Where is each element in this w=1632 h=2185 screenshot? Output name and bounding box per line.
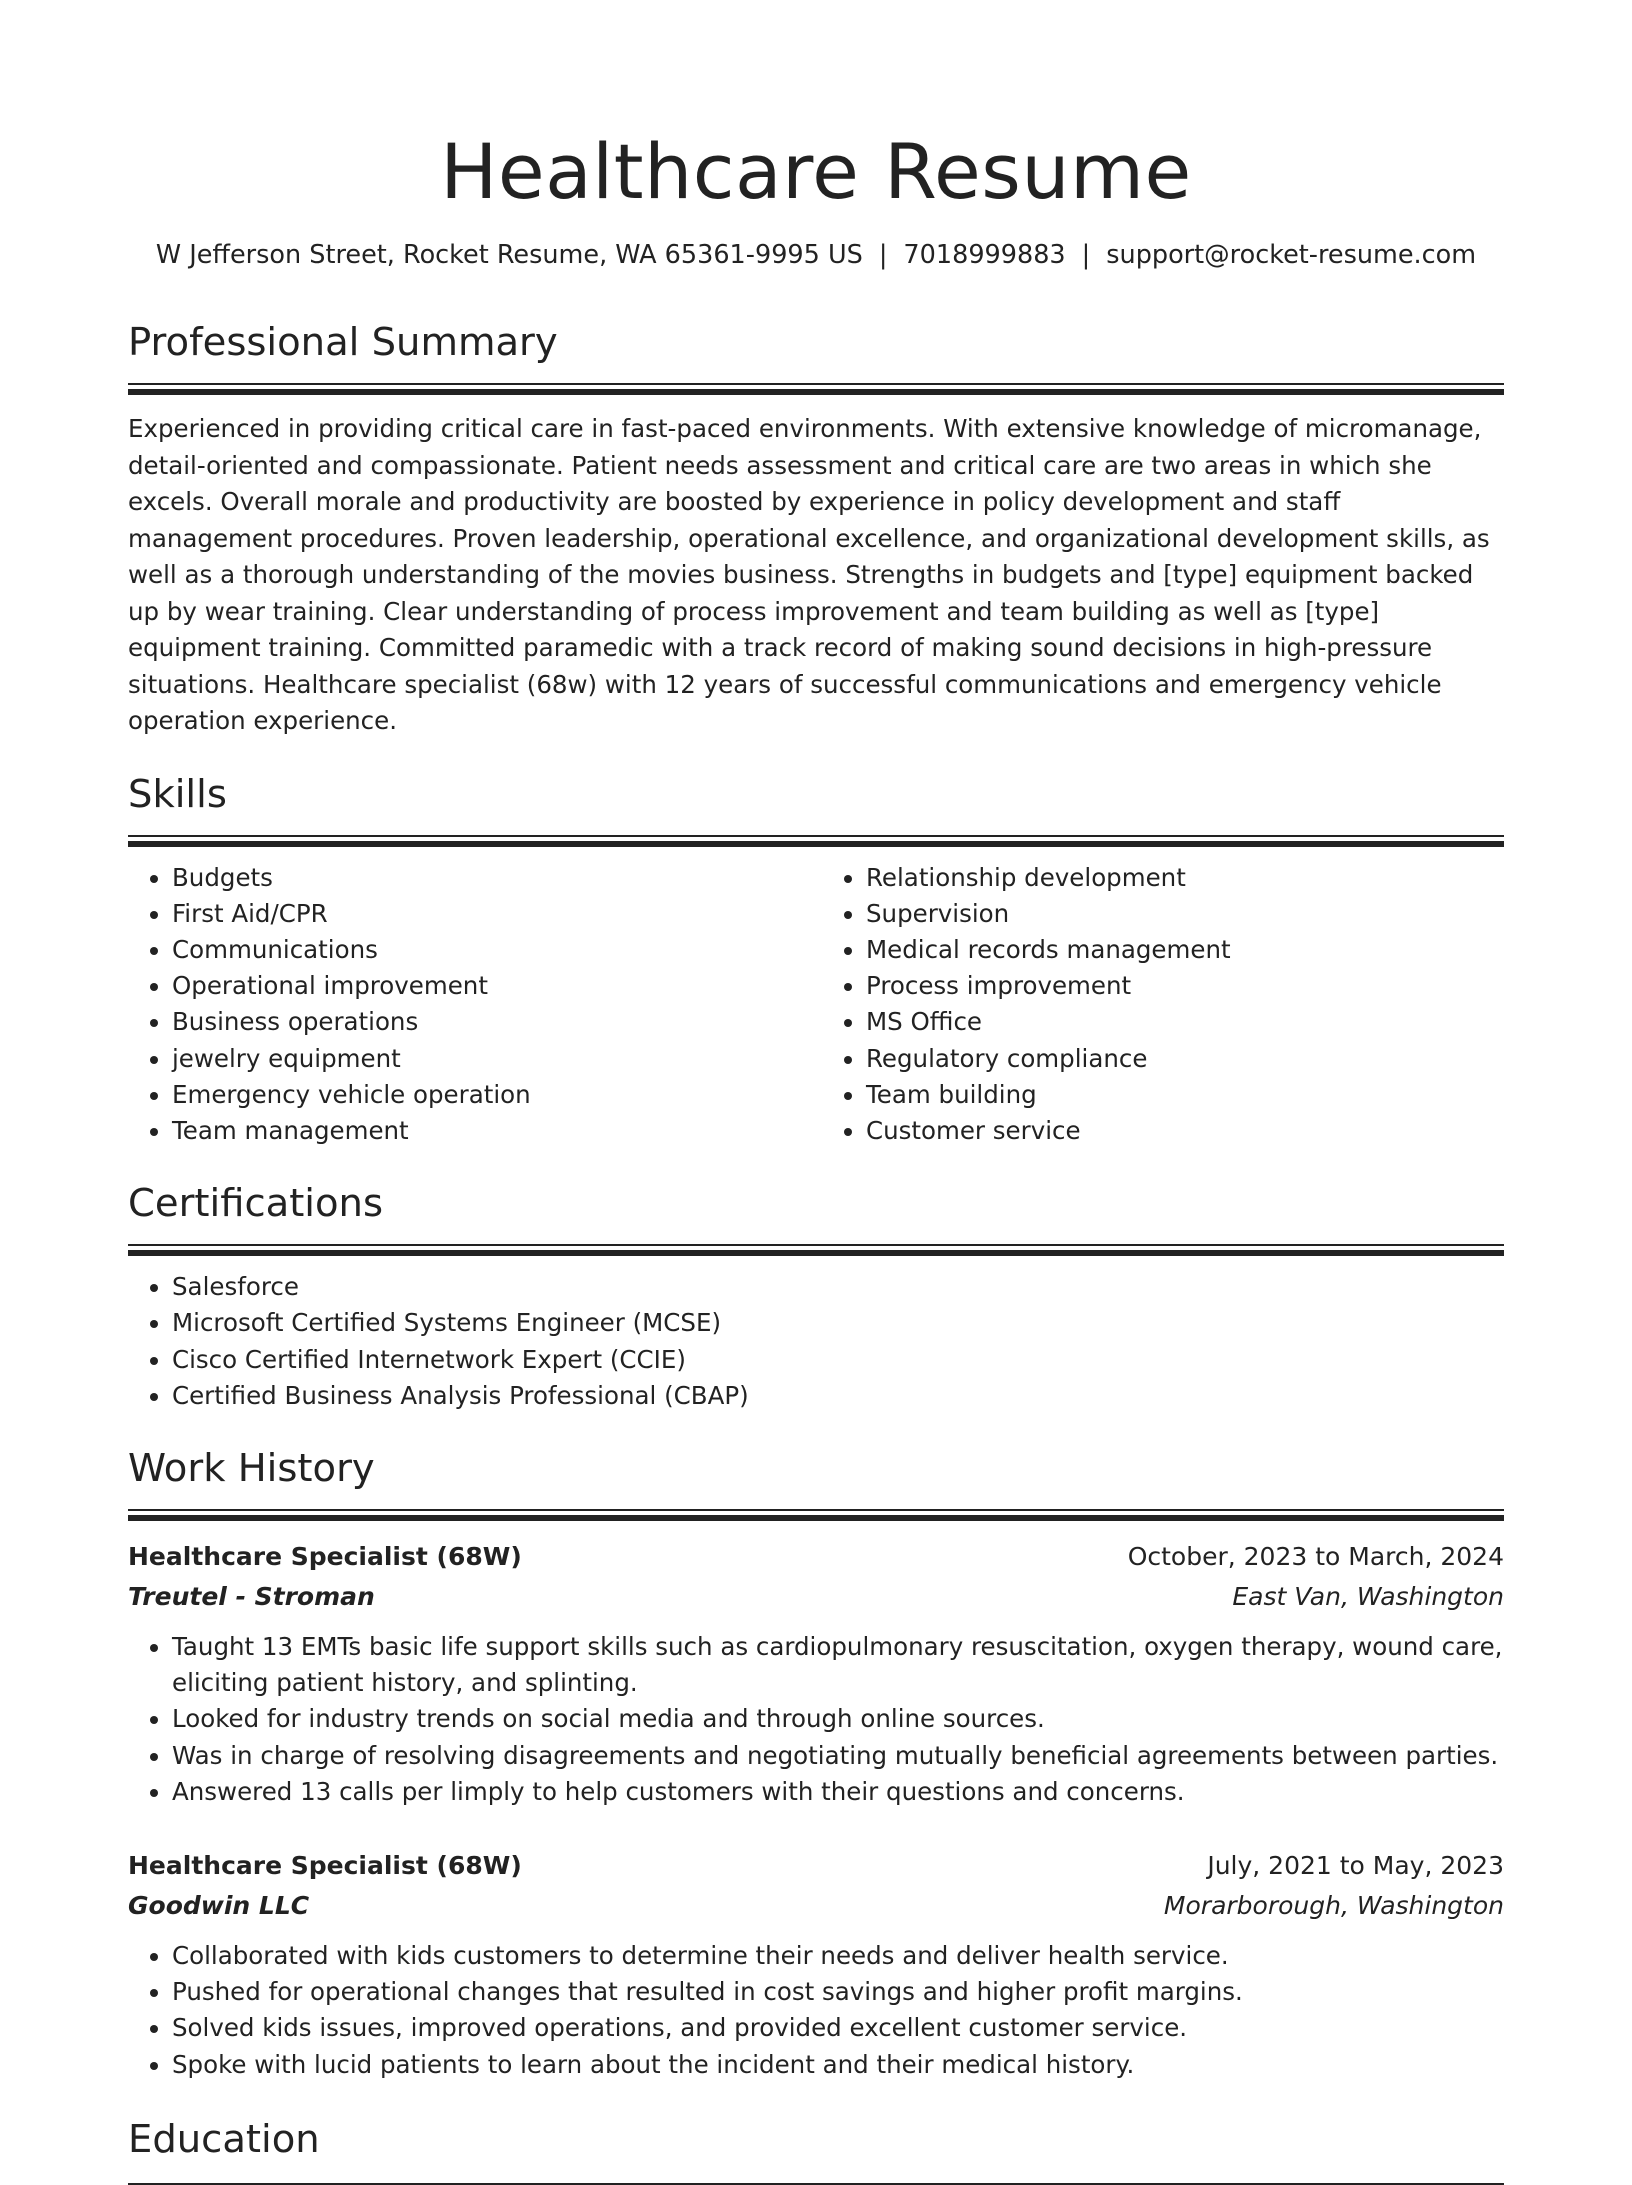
- job-duty-item: • Was in charge of resolving disagreements and negotiating mutually beneficial agreements between parties.: [172, 1738, 1504, 1774]
- job-location: East Van, Washington: [1232, 1581, 1504, 1611]
- skill-item: • Budgets: [172, 860, 816, 896]
- section-heading-certifications: Certifications: [128, 1181, 384, 1227]
- job-duty-item: • Spoke with lucid patients to learn about the incident and their medical history.: [172, 2047, 1504, 2083]
- section-heading-skills: Skills: [128, 771, 227, 817]
- skills-list-left: [128, 860, 816, 1150]
- resume-title: Healthcare Resume: [440, 127, 1192, 216]
- skill-item: • Communications: [172, 932, 816, 968]
- job-duty-item: • Answered 13 calls per limply to help customers with their questions and concerns.: [172, 1774, 1504, 1810]
- certification-item: • Microsoft Certified Systems Engineer (MCSE): [172, 1305, 1504, 1341]
- contact-email: support@rocket-resume.com: [1106, 240, 1477, 270]
- contact-separator: |: [878, 240, 888, 270]
- certifications-list: [128, 1269, 1504, 1414]
- certification-item: • Cisco Certified Internetwork Expert (CCIE): [172, 1342, 1504, 1378]
- certification-item: • Certified Business Analysis Professional (CBAP): [172, 1378, 1504, 1414]
- job-location: Morarborough, Washington: [1163, 1890, 1504, 1920]
- skill-item: • First Aid/CPR: [172, 896, 816, 932]
- job-dates: October, 2023 to March, 2024: [1127, 1541, 1504, 1571]
- section-divider: [128, 383, 1504, 395]
- skill-item: • Medical records management: [866, 932, 1504, 968]
- skill-item: • MS Office: [866, 1004, 1504, 1040]
- job-employer-row: [128, 1886, 1504, 1926]
- certification-item: • Salesforce: [172, 1269, 1504, 1305]
- skill-item: • Process improvement: [866, 968, 1504, 1004]
- work-history-section: [128, 1444, 1504, 2083]
- section-divider: [128, 2183, 1504, 2185]
- skill-item: • Business operations: [172, 1004, 816, 1040]
- skills-list-right: [816, 860, 1504, 1150]
- skill-item: • Supervision: [866, 896, 1504, 932]
- contact-separator: |: [1081, 240, 1091, 270]
- job-duties-list: [128, 1938, 1504, 2083]
- skill-item: • Customer service: [866, 1113, 1504, 1149]
- section-divider: [128, 835, 1504, 847]
- skill-item: • Operational improvement: [172, 968, 816, 1004]
- job-duty-item: • Taught 13 EMTs basic life support skills such as cardiopulmonary resuscitation, oxygen therapy, wound care, eliciting patient history, and splinting.: [172, 1629, 1504, 1701]
- summary-text: Experienced in providing critical care in fast-paced environments. With extensive knowledge of micromanage, detail-oriented and compassionate. Patient needs assessment and critical care are two areas in which she excels. Overall morale and productivity are boosted by experience in policy development and staff management procedures. Proven leadership, operational excellence, and organizational development skills, as well as a thorough understanding of the movies business. Strengths in budgets and [type] equipment backed up by wear training. Clear understanding of process improvement and team building as well as [type] equipment training. Committed paramedic with a track record of making sound decisions in high-pressure situations. Healthcare specialist (68w) with 12 years of successful communications and emergency vehicle operation experience.: [128, 414, 1490, 735]
- skill-item: • Team management: [172, 1113, 816, 1149]
- skill-item: • Team building: [866, 1077, 1504, 1113]
- job-header-row: [128, 1846, 1504, 1886]
- job-company: Goodwin LLC: [128, 1890, 310, 1920]
- job-duties-list: [128, 1629, 1504, 1810]
- skills-grid: [128, 860, 1504, 1150]
- section-divider: [128, 1244, 1504, 1256]
- job-title: Healthcare Specialist (68W): [128, 1850, 522, 1880]
- contact-address: W Jefferson Street, Rocket Resume, WA 65361-9995 US: [155, 240, 863, 270]
- job-duty-item: • Collaborated with kids customers to determine their needs and deliver health service.: [172, 1938, 1504, 1974]
- section-heading-summary: Professional Summary: [128, 320, 558, 365]
- job-entry: [128, 1846, 1504, 2083]
- contact-phone: 7018999883: [903, 240, 1066, 270]
- education-section: [128, 2115, 1504, 2185]
- job-dates: July, 2021 to May, 2023: [1207, 1850, 1504, 1880]
- skills-section: [128, 770, 1504, 1150]
- professional-summary-section: [128, 318, 1504, 740]
- section-heading-work-history: Work History: [128, 1445, 375, 1491]
- contact-line: [128, 238, 1504, 272]
- skill-item: • Relationship development: [866, 860, 1504, 896]
- skill-item: • jewelry equipment: [172, 1041, 816, 1077]
- skill-item: • Regulatory compliance: [866, 1041, 1504, 1077]
- certifications-section: [128, 1179, 1504, 1414]
- job-title: Healthcare Specialist (68W): [128, 1541, 522, 1571]
- job-duty-item: • Solved kids issues, improved operations, and provided excellent customer service.: [172, 2010, 1504, 2046]
- skill-item: • Emergency vehicle operation: [172, 1077, 816, 1113]
- job-duty-item: • Looked for industry trends on social media and through online sources.: [172, 1701, 1504, 1737]
- job-entry: [128, 1537, 1504, 1810]
- section-heading-education: Education: [128, 2116, 320, 2162]
- job-employer-row: [128, 1577, 1504, 1617]
- section-divider: [128, 1509, 1504, 1521]
- job-duty-item: • Pushed for operational changes that resulted in cost savings and higher profit margins.: [172, 1974, 1504, 2010]
- job-company: Treutel - Stroman: [128, 1581, 375, 1611]
- job-header-row: [128, 1537, 1504, 1577]
